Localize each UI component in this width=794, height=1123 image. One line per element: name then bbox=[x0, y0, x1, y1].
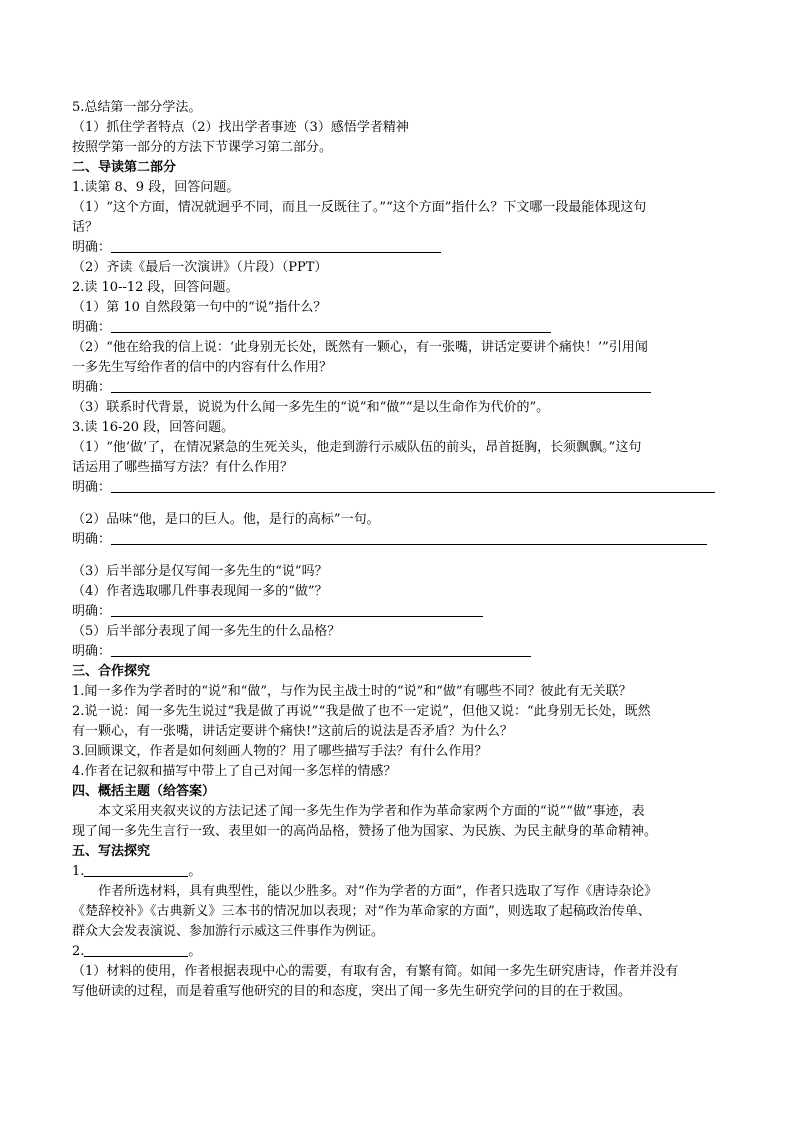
answer-row bbox=[72, 530, 728, 550]
answer-row bbox=[72, 238, 728, 258]
writing-point-blank[interactable] bbox=[84, 862, 188, 877]
writing-p2-line-b: 写他研读的过程，而是着重写他研究的目的和态度，突出了闻一多先生研究学问的目的在于救国。 bbox=[72, 984, 632, 999]
answer-row bbox=[72, 318, 728, 338]
q1-2: （2）齐读《最后一次演讲》（片段）（PPT） bbox=[72, 260, 328, 275]
next-lesson-note: 按照学第一部分的方法下节课学习第二部分。 bbox=[72, 140, 333, 155]
section-2-heading: 二、导读第二部分 bbox=[72, 160, 177, 175]
q1-1-line-a: （1）“这个方面，情况就迥乎不同，而且一反既往了。”“这个方面”指什么？下文哪一段最能体现这句 bbox=[72, 200, 647, 215]
q2-1: （1）第 10 自然段第一句中的“说”指什么？ bbox=[72, 300, 327, 315]
section-5-heading: 五、写法探究 bbox=[72, 844, 151, 859]
q3-1-line-b: 话运用了哪些描写方法？有什么作用？ bbox=[72, 460, 294, 475]
answer-row bbox=[72, 478, 728, 498]
inquiry-4: 4.作者在记叙和描写中带上了自己对闻一多怎样的情感？ bbox=[72, 764, 397, 779]
answer-blank[interactable] bbox=[111, 378, 651, 393]
q3-1-line-a: （1）“他‘做’了，在情况紧急的生死关头，他走到游行示威队伍的前头，昂首挺胸，长须飘飘。”这句 bbox=[72, 440, 642, 455]
inquiry-2-line-b: 有一颗心，有一张嘴，讲话定要讲个痛快!”这前后的说法是否矛盾？为什么？ bbox=[72, 724, 513, 739]
document-body bbox=[72, 98, 728, 1002]
answer-blank[interactable] bbox=[111, 478, 715, 493]
theme-summary-line-a: 本文采用夹叙夹议的方法记述了闻一多先生作为学者和作为革命家两个方面的“说”“做”事迹，表 bbox=[98, 804, 645, 819]
q3-prompt: 3.读 16-20 段，回答问题。 bbox=[72, 420, 235, 435]
answer-label: 明确： bbox=[72, 320, 112, 335]
answer-blank[interactable] bbox=[111, 642, 531, 657]
q3-5: （5）后半部分表现了闻一多先生的什么品格？ bbox=[72, 624, 341, 639]
q3-3: （3）后半部分是仅写闻一多先生的“说”吗？ bbox=[72, 564, 328, 579]
writing-p1-line-c: 群众大会发表演说、参加游行示威这三件事作为例证。 bbox=[72, 924, 385, 939]
q2-prompt: 2.读 10--12 段，回答问题。 bbox=[72, 280, 239, 295]
answer-row bbox=[72, 378, 728, 398]
answer-label: 明确： bbox=[72, 532, 112, 547]
answer-label: 明确： bbox=[72, 644, 112, 659]
q1-1-line-b: 话？ bbox=[72, 220, 99, 235]
answer-row bbox=[72, 642, 728, 662]
q2-2-line-b: 一多先生写给作者的信中的内容有什么作用？ bbox=[72, 360, 333, 375]
writing-p2-line-a: （1）材料的使用，作者根据表现中心的需要，有取有舍，有繁有简。如闻一多先生研究唐诗，作者并没有 bbox=[72, 964, 679, 979]
q3-2: （2）品味“他，是口的巨人。他，是行的高标”一句。 bbox=[72, 512, 380, 527]
writing-p1-line-b: 《楚辞校补》《古典新义》三本书的情况加以表现；对“作为革命家的方面”，则选取了起稿政治传单、 bbox=[72, 904, 651, 919]
section-4-heading: 四、概括主题（给答案） bbox=[72, 784, 216, 799]
answer-blank[interactable] bbox=[111, 318, 551, 333]
answer-label: 明确： bbox=[72, 380, 112, 395]
answer-label: 明确： bbox=[72, 480, 112, 495]
q2-3: （3）联系时代背景，说说为什么闻一多先生的“说”和“做”“是以生命作为代价的”。 bbox=[72, 400, 550, 415]
inquiry-2-line-a: 2.说一说：闻一多先生说过“我是做了再说”“我是做了也不一定说”，但他又说：“此身别无长处，既然 bbox=[72, 704, 651, 719]
q3-4: （4）作者选取哪几件事表现闻一多的“做”？ bbox=[72, 584, 328, 599]
answer-row bbox=[72, 602, 728, 622]
inquiry-1: 1.闻一多作为学者时的“说”和“做”，与作为民主战士时的“说”和“做”有哪些不同？彼此有无关联？ bbox=[72, 684, 632, 699]
summary-item-5: 5.总结第一部分学法。 bbox=[72, 100, 202, 115]
inquiry-3: 3.回顾课文，作者是如何刻画人物的？用了哪些描写手法？有什么作用？ bbox=[72, 744, 488, 759]
q2-2-line-a: （2）“他在给我的信上说：‘此身别无长处，既然有一颗心，有一张嘴，讲话定要讲个痛快！’”引用闻 bbox=[72, 340, 648, 355]
writing-point-2: 2. 。 bbox=[72, 944, 202, 959]
method-list: （1）抓住学者特点（2）找出学者事迹（3）感悟学者精神 bbox=[72, 120, 409, 135]
writing-p1-line-a: 作者所选材料，具有典型性，能以少胜多。对“作为学者的方面”，作者只选取了写作《唐诗杂论》 bbox=[98, 884, 658, 899]
theme-summary-line-b: 现了闻一多先生言行一致、表里如一的高尚品格，赞扬了他为国家、为民族、为民主献身的革命精神。 bbox=[72, 824, 658, 839]
answer-label: 明确： bbox=[72, 604, 112, 619]
answer-blank[interactable] bbox=[111, 602, 483, 617]
answer-label: 明确： bbox=[72, 240, 112, 255]
answer-blank[interactable] bbox=[111, 238, 441, 253]
q1-prompt: 1.读第 8、9 段，回答问题。 bbox=[72, 180, 240, 195]
writing-point-blank[interactable] bbox=[84, 942, 188, 957]
writing-point-1: 1. 。 bbox=[72, 864, 202, 879]
answer-blank[interactable] bbox=[111, 530, 707, 545]
section-3-heading: 三、合作探究 bbox=[72, 664, 151, 679]
